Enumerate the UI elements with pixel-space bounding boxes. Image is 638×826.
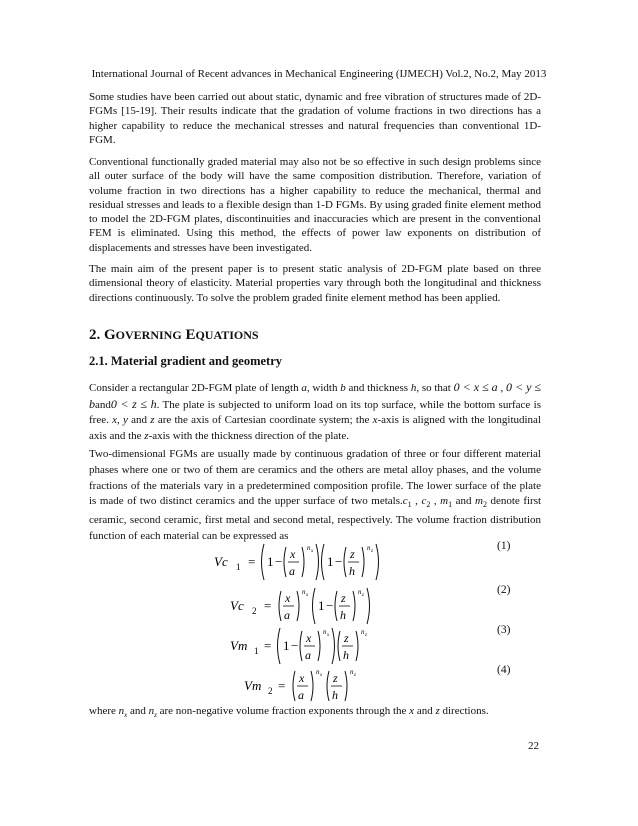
- svg-text:1: 1: [236, 562, 241, 572]
- svg-text:h: h: [332, 688, 338, 702]
- svg-text:2: 2: [268, 686, 273, 696]
- svg-text:h: h: [340, 608, 346, 622]
- svg-text:x: x: [290, 547, 296, 561]
- svg-text:=: =: [248, 554, 256, 569]
- svg-text:a: a: [284, 608, 290, 622]
- svg-text:Vc: Vc: [230, 598, 244, 613]
- svg-text:a: a: [289, 564, 295, 578]
- svg-text:=: =: [264, 598, 272, 613]
- svg-text:n: n: [358, 588, 362, 596]
- section-heading: 2. GOVERNING EQUATIONS: [89, 327, 259, 343]
- svg-text:z: z: [341, 591, 346, 605]
- svg-text:x: x: [327, 633, 330, 638]
- svg-text:−: −: [326, 598, 334, 613]
- svg-text:Vm: Vm: [244, 678, 262, 693]
- svg-text:n: n: [323, 628, 327, 636]
- equation-4-number: (4): [497, 664, 511, 676]
- equation-2-number: (2): [497, 584, 511, 596]
- paragraph-4: Consider a rectangular 2D-FGM plate of length a, width b and thickness h, so that 0 < x ≤ a , 0 < y ≤ band0 < z ≤ h. The plate is subjected to uniform load on its top surface, while the bottom surface is free. x, y and z are the axis of Cartesian coordinate system; the x-axis is aligned with the longitudinal axis and the z-axis with the thickness direction of the plate.: [89, 380, 542, 442]
- svg-text:x: x: [285, 591, 291, 605]
- svg-text:z: z: [365, 633, 367, 638]
- svg-text:=: =: [278, 678, 286, 693]
- svg-text:−: −: [335, 554, 343, 569]
- svg-text:n: n: [316, 668, 320, 676]
- svg-text:1: 1: [254, 646, 259, 656]
- svg-text:Vm: Vm: [230, 638, 248, 653]
- svg-text:h: h: [349, 564, 355, 578]
- svg-text:=: =: [264, 638, 272, 653]
- subsection-heading: 2.1. Material gradient and geometry: [89, 354, 283, 368]
- svg-text:z: z: [354, 673, 356, 678]
- svg-text:h: h: [343, 648, 349, 662]
- svg-text:n: n: [350, 668, 354, 676]
- svg-text:x: x: [306, 593, 309, 598]
- svg-text:n: n: [307, 544, 311, 552]
- equation-3-number: (3): [497, 624, 511, 636]
- paragraph-1: Some studies have been carried out about static, dynamic and free vibration of structures made of 2D-FGMs [15-19]. Their results indicate that the gradation of volume fractions in two directions has a higher capability to reduce the mechanical stresses and natural frequencies than conventional 1D-FGM.: [89, 91, 541, 146]
- svg-text:1: 1: [318, 598, 325, 613]
- svg-text:x: x: [299, 671, 305, 685]
- paragraph-3: The main aim of the present paper is to present static analysis of 2D-FGM plate based on three dimensional theory of elasticity. Material properties vary through both the longitudinal and thickness directions continuously. To solve the problem graded finite element method has been applied.: [89, 263, 541, 304]
- page-number: 22: [528, 740, 539, 752]
- svg-text:1: 1: [267, 554, 274, 569]
- svg-text:z: z: [350, 547, 355, 561]
- svg-text:n: n: [302, 588, 306, 596]
- svg-text:−: −: [291, 638, 299, 653]
- svg-text:−: −: [275, 554, 283, 569]
- svg-text:z: z: [344, 631, 349, 645]
- equation-4: [240, 662, 390, 708]
- svg-text:2: 2: [252, 606, 257, 616]
- svg-text:a: a: [305, 648, 311, 662]
- svg-text:n: n: [361, 628, 365, 636]
- journal-header: International Journal of Recent advances in Mechanical Engineering (IJMECH) Vol.2, No.2, May 2013: [91, 68, 547, 80]
- equation-1-number: (1): [497, 540, 511, 552]
- paragraph-5: Two-dimensional FGMs are usually made by continuous gradation of three or four different material phases where one or two of them are ceramics and the others are metal alloy phases, and the volume fractions of the materials vary in a predetermined composition profile. The lower surface of the plate is made of two distinct ceramics and the upper surface of two $metals.c_1$ , $c_2$ , $m_1$ and $m_2$ denote first ceramic, second ceramic, first metal and second metal, respectively. The volume fraction distribution function of each material can be expressed as: [89, 448, 542, 543]
- paragraph-6: where $n_x$ and $n_z$ are non-negative volume fraction exponents through the x and z directions.: [89, 705, 489, 720]
- svg-text:n: n: [367, 544, 371, 552]
- svg-text:1: 1: [327, 554, 334, 569]
- equation-1: [210, 538, 410, 584]
- svg-text:a: a: [298, 688, 304, 702]
- svg-text:z: z: [362, 593, 364, 598]
- svg-text:z: z: [333, 671, 338, 685]
- svg-text:x: x: [311, 549, 314, 554]
- svg-text:z: z: [371, 549, 373, 554]
- svg-text:1: 1: [283, 638, 290, 653]
- svg-text:Vc: Vc: [214, 554, 228, 569]
- svg-text:x: x: [306, 631, 312, 645]
- paragraph-2: Conventional functionally graded material may also not be so effective in such design problems since all outer surface of the body will have the same composition distribution. Therefore, variation of volume fraction in two directions has a higher capability to reduce the mechanical, thermal and residual stresses and leads to a flexible design than 1-D FGMs. By using graded finite element method to model the 2D-FGM plates, discontinuities and inaccuracies which are present in the conventional FEM is eliminated. Using this method, the effects of power law exponents on distribution of displacements and stresses have been investigated.: [89, 156, 541, 254]
- svg-text:x: x: [320, 673, 323, 678]
